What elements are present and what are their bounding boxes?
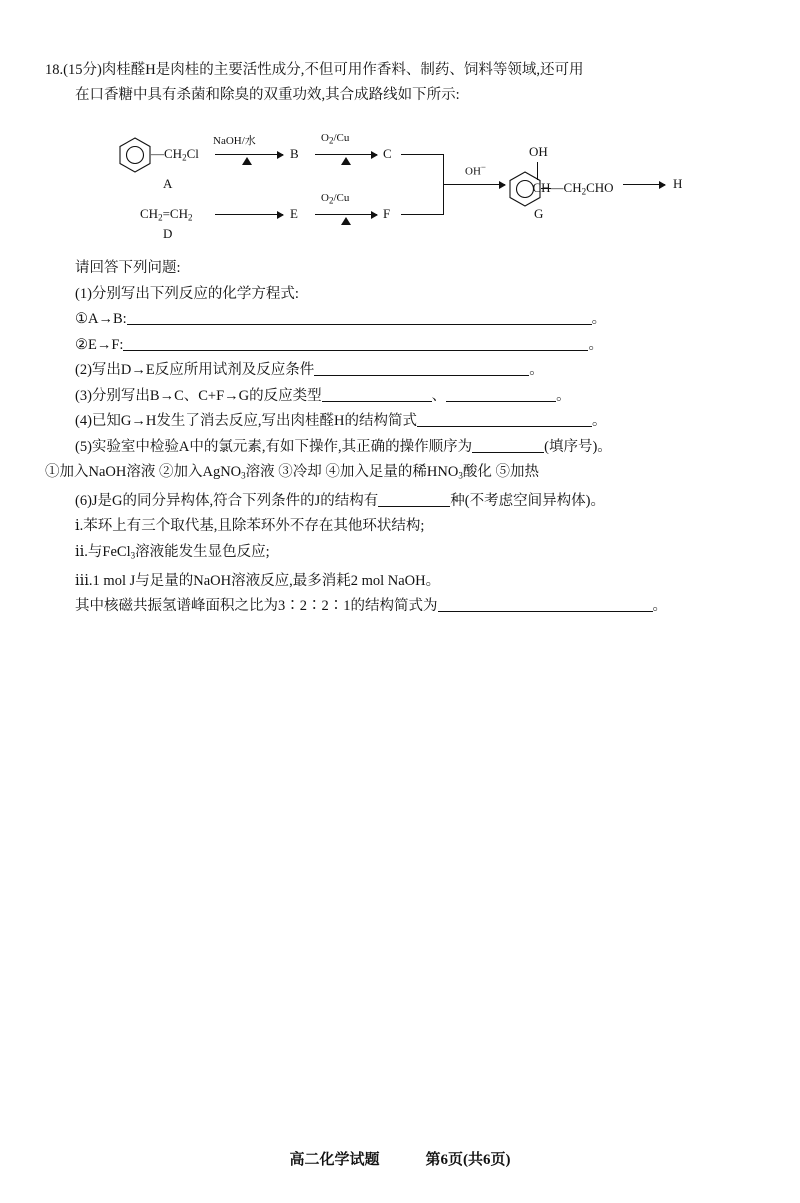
- option-4-sub: 3: [458, 470, 463, 481]
- reagent-heat-1: [242, 156, 252, 168]
- option-1: ①加入NaOH溶液: [45, 464, 156, 480]
- condition-2-head: ⅱ.与FeCl: [75, 543, 131, 560]
- option-4: [325, 464, 491, 480]
- condition-2-tail: 溶液能发生显色反应;: [135, 543, 270, 560]
- question-5: [45, 435, 757, 461]
- o2cu1-tail: /Cu: [333, 132, 350, 144]
- oh-head: OH: [465, 165, 481, 178]
- g-oh-bond: [537, 162, 538, 180]
- period-final: 。: [652, 598, 667, 614]
- arrow-to-g: [463, 184, 505, 185]
- page-footer: [0, 1148, 800, 1169]
- question-list: [45, 256, 757, 620]
- question-score: (15分): [63, 62, 102, 78]
- compound-label-B: B: [290, 146, 299, 161]
- compound-formula-D: [140, 206, 192, 222]
- arrow-g-to-h: [623, 184, 665, 185]
- question-5-label: (5)实验室中检验A中的氯元素,有如下操作,其正确的操作顺序为: [75, 438, 473, 455]
- period-1a: 。: [591, 311, 607, 327]
- option-2-sub: 3: [241, 470, 246, 481]
- arrow-d-to-e: [215, 214, 283, 215]
- reagent-heat-2: [341, 156, 351, 168]
- question-3: (3)分别写出B→C、C+F→G的反应类型 、 。: [75, 387, 571, 404]
- stem-text-2: 在口香糖中具有杀菌和除臭的双重功效,其合成路线如下所示:: [75, 87, 460, 103]
- stem-line-2: [45, 83, 757, 108]
- d-sub2: 2: [187, 212, 193, 223]
- compound-label-F: F: [383, 206, 391, 221]
- reagent-o2-cu-1: [321, 132, 349, 145]
- option-5: ⑤加热: [495, 464, 539, 480]
- arrow-a-to-b: [215, 154, 283, 155]
- period-4: 。: [591, 413, 607, 429]
- arrow-b-to-c: [315, 154, 377, 155]
- compound-label-G: G: [534, 206, 544, 221]
- condition-3: ⅲ.1 mol J与足量的NaOH溶液反应,最多消耗2 mol NaOH。: [75, 572, 441, 589]
- stem-line-1: [45, 58, 757, 83]
- d-mid: =CH: [162, 206, 188, 221]
- reagent-o2-cu-2: [321, 192, 349, 205]
- compound-label-H: H: [673, 176, 683, 191]
- answer-prompt: 请回答下列问题:: [75, 260, 181, 276]
- a-chain-sub: 2: [182, 152, 187, 163]
- d-sub1: 2: [158, 212, 163, 223]
- answer-blank-1b[interactable]: [123, 335, 588, 351]
- condition-1: ⅰ.苯环上有三个取代基,且除苯环外不存在其他环状结构;: [75, 518, 425, 535]
- page-content: [45, 58, 757, 620]
- reagent-heat-3: [341, 216, 351, 228]
- arrow-e-to-f: [315, 214, 377, 215]
- question-2: [45, 358, 757, 384]
- condition-2-sub: 3: [130, 550, 136, 560]
- g-hydroxyl-label: OH: [529, 144, 548, 159]
- compound-label-D: D: [163, 226, 173, 241]
- answer-blank-4[interactable]: [417, 411, 592, 427]
- final-question: [45, 594, 757, 620]
- answer-blank-3b[interactable]: [446, 386, 556, 402]
- question-1: (1)分别写出下列反应的化学方程式:: [75, 285, 299, 302]
- final-question-label: 其中核磁共振氢谱峰面积之比为3∶2∶2∶1的结构简式为: [75, 598, 438, 614]
- question-1-b: [45, 333, 757, 359]
- question-1-b-label: ②E→F:: [75, 336, 124, 353]
- footer-subject: 高二化学试题: [289, 1152, 380, 1168]
- a-chain-tail: Cl: [186, 146, 199, 161]
- g-side-chain-label: [526, 180, 614, 196]
- compound-label-E: E: [290, 206, 298, 221]
- d-head: CH: [140, 206, 159, 221]
- stem-text-1: 肉桂醛H是肉桂的主要活性成分,不但可用作香料、制药、饲料等领域,还可用: [101, 62, 584, 78]
- join-line-f: [401, 214, 443, 215]
- question-stem: [45, 58, 757, 108]
- reagent-hydroxide: [465, 162, 486, 178]
- option-2-tail: 溶液: [245, 464, 275, 480]
- o2cu1-sub: 2: [328, 135, 334, 146]
- benzene-ring-a-icon: [118, 136, 152, 174]
- reaction-scheme-diagram: [45, 118, 757, 241]
- o2cu2-head: O: [321, 192, 329, 204]
- question-2-label: (2)写出D→E反应所用试剂及反应条件: [75, 362, 315, 378]
- condition-2: [45, 540, 757, 569]
- option-2-head: ②加入AgNO: [158, 464, 242, 480]
- question-5-suffix: (填序号)。: [544, 438, 612, 455]
- o2cu1-head: O: [321, 132, 329, 144]
- answer-blank-3a[interactable]: [322, 386, 432, 402]
- option-4-tail: 酸化: [462, 464, 492, 480]
- compound-label-C: C: [383, 146, 392, 161]
- o2cu2-tail: /Cu: [333, 192, 350, 204]
- g-chain-sub: 2: [581, 186, 587, 197]
- a-chain-head: —CH: [151, 146, 183, 161]
- question-5-options: [45, 460, 757, 489]
- question-4: [45, 409, 757, 435]
- g-chain-tail: CHO: [586, 180, 614, 195]
- period-3: 。: [556, 387, 571, 404]
- answer-blank-final[interactable]: [438, 596, 653, 612]
- question-number: 18.: [45, 62, 64, 78]
- answer-blank-6[interactable]: [378, 491, 450, 507]
- question-6: [45, 489, 757, 515]
- compound-label-A: A: [163, 176, 173, 191]
- option-4-head: ④加入足量的稀HNO: [325, 464, 459, 480]
- g-chain-head: CH—CH: [532, 180, 582, 195]
- join-line-to-oh: [443, 184, 463, 185]
- answer-blank-1a[interactable]: [127, 309, 592, 325]
- period-2: 。: [529, 362, 544, 378]
- question-3-label: (3)分别写出B→C、C+F→G的反应类型: [75, 387, 322, 404]
- question-6-suffix: 种(不考虑空间异构体)。: [450, 492, 605, 509]
- option-2: [159, 464, 275, 480]
- answer-blank-2[interactable]: [314, 360, 529, 376]
- o2cu2-sub: 2: [328, 195, 334, 206]
- join-line-c: [401, 154, 443, 155]
- question-1-a-label: ①A→B:: [75, 311, 127, 327]
- a-side-chain-label: [151, 146, 199, 162]
- question-4-label: (4)已知G→H发生了消去反应,写出肉桂醛H的结构简式: [75, 413, 417, 429]
- answer-blank-5[interactable]: [472, 437, 544, 453]
- question-6-label: (6)J是G的同分异构体,符合下列条件的J的结构有: [75, 492, 379, 509]
- oh-sup: −: [480, 162, 486, 172]
- reagent-naoh-water: NaOH/水: [213, 135, 256, 147]
- option-3: ③冷却: [278, 464, 322, 480]
- question-1-a: [45, 307, 757, 333]
- period-1b: 。: [588, 336, 603, 353]
- footer-page-number: 第6页(共6页): [425, 1152, 511, 1168]
